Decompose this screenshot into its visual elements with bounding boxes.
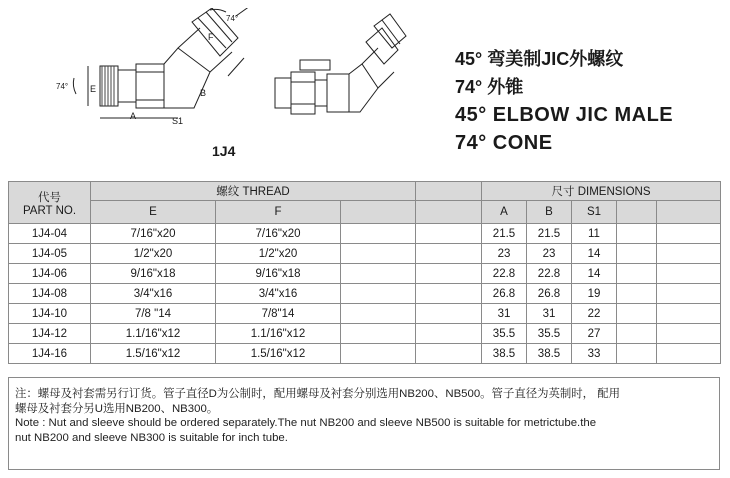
- cell-b: 26.8: [527, 284, 572, 304]
- thread-header: 螺纹 THREAD: [91, 182, 416, 201]
- title-line-cn-1: 45° 弯美制JIC外螺纹: [455, 49, 624, 69]
- cell-b: 22.8: [527, 264, 572, 284]
- dimensions-header: 尺寸 DIMENSIONS: [482, 182, 721, 201]
- col-b-header: B: [527, 201, 572, 224]
- cell-blank: [617, 324, 657, 344]
- col-a-header: A: [482, 201, 527, 224]
- cell-e: 1/2"x20: [91, 244, 216, 264]
- part-no-header-en: PART NO.: [22, 204, 77, 217]
- note-line-en-2: nut NB200 and sleeve NB300 is suitable for inch tube.: [15, 431, 288, 444]
- cell-s1: 11: [572, 224, 617, 244]
- col-f-header: F: [216, 201, 341, 224]
- cell-f: 7/8"14: [216, 304, 341, 324]
- title-line-en-1: 45° ELBOW JIC MALE: [455, 104, 674, 126]
- dim-label-a: A: [130, 111, 137, 121]
- cell-a: 31: [482, 304, 527, 324]
- cell-a: 23: [482, 244, 527, 264]
- note-line-en-1: Note : Nut and sleeve should be ordered separately.The nut NB200 and sleeve NB500 is suitable for metrictube.the: [15, 417, 597, 429]
- note-line-cn-2: 螺母及衬套分另U选用NB200、NB300。: [15, 402, 219, 415]
- cell-f: 1.1/16"x12: [216, 324, 341, 344]
- cell-blank: [416, 324, 482, 344]
- cell-e: 1.1/16"x12: [91, 324, 216, 344]
- col-s1-header: S1: [572, 201, 617, 224]
- fitting-drawing: [56, 8, 430, 133]
- table-header-row-2: [9, 201, 721, 224]
- cell-f: 1/2"x20: [216, 244, 341, 264]
- cell-a: 38.5: [482, 344, 527, 364]
- col-e-header: E: [91, 201, 216, 224]
- cell-blank: [341, 344, 416, 364]
- cell-blank: [341, 264, 416, 284]
- cell-blank: [617, 284, 657, 304]
- cell-part: 1J4-05: [9, 244, 91, 264]
- col-blank-header: [341, 201, 416, 224]
- header-spacer: [416, 182, 482, 201]
- cell-blank: [657, 324, 721, 344]
- cell-part: 1J4-04: [9, 224, 91, 244]
- cell-s1: 14: [572, 264, 617, 284]
- cell-s1: 27: [572, 324, 617, 344]
- cell-blank: [416, 244, 482, 264]
- title-line-cn-2: 74° 外锥: [455, 77, 524, 97]
- cell-blank: [416, 264, 482, 284]
- cell-blank: [617, 224, 657, 244]
- table-row: [9, 344, 721, 364]
- cell-b: 21.5: [527, 224, 572, 244]
- angle-label-top: 74°: [226, 14, 239, 23]
- table-row: [9, 304, 721, 324]
- dim-label-s1: S1: [172, 116, 184, 126]
- cell-blank: [617, 344, 657, 364]
- cell-b: 23: [527, 244, 572, 264]
- cell-e: 3/4"x16: [91, 284, 216, 304]
- cell-blank: [341, 244, 416, 264]
- cell-blank: [617, 264, 657, 284]
- cell-part: 1J4-06: [9, 264, 91, 284]
- cell-blank: [657, 264, 721, 284]
- cell-part: 1J4-16: [9, 344, 91, 364]
- table-row: [9, 244, 721, 264]
- part-code: 1J4: [212, 143, 236, 159]
- table-row: [9, 324, 721, 344]
- cell-f: 7/16"x20: [216, 224, 341, 244]
- cell-s1: 22: [572, 304, 617, 324]
- col-blank-header-2: [416, 201, 482, 224]
- note-line-cn-1: 注：螺母及衬套需另行订货。管子直径D为公制时，配用螺母及衬套分别选用NB200、NB500。管子直径为英制时， 配用: [15, 388, 621, 400]
- cell-f: 1.5/16"x12: [216, 344, 341, 364]
- col-blank-header-4: [657, 201, 721, 224]
- cell-a: 26.8: [482, 284, 527, 304]
- cell-s1: 14: [572, 244, 617, 264]
- cell-part: 1J4-10: [9, 304, 91, 324]
- cell-s1: 33: [572, 344, 617, 364]
- cell-blank: [341, 224, 416, 244]
- cell-blank: [617, 244, 657, 264]
- notes-box: [8, 377, 720, 470]
- cell-blank: [657, 244, 721, 264]
- col-blank-header-3: [617, 201, 657, 224]
- table-header-row-1: [9, 182, 721, 201]
- cell-b: 38.5: [527, 344, 572, 364]
- table-row: [9, 284, 721, 304]
- dim-label-b: B: [200, 88, 207, 98]
- cell-e: 7/8 "14: [91, 304, 216, 324]
- cell-blank: [657, 224, 721, 244]
- dim-label-e: E: [90, 84, 97, 94]
- cell-s1: 19: [572, 284, 617, 304]
- cell-e: 1.5/16"x12: [91, 344, 216, 364]
- dim-label-f: F: [208, 32, 214, 42]
- cell-blank: [341, 324, 416, 344]
- cell-part: 1J4-12: [9, 324, 91, 344]
- part-no-header: [9, 182, 91, 224]
- cell-a: 21.5: [482, 224, 527, 244]
- title-line-en-2: 74° CONE: [455, 132, 553, 154]
- cell-blank: [657, 304, 721, 324]
- cell-a: 22.8: [482, 264, 527, 284]
- cell-a: 35.5: [482, 324, 527, 344]
- cell-e: 7/16"x20: [91, 224, 216, 244]
- cell-blank: [657, 344, 721, 364]
- cell-blank: [416, 284, 482, 304]
- cell-part: 1J4-08: [9, 284, 91, 304]
- cell-blank: [617, 304, 657, 324]
- cell-blank: [416, 224, 482, 244]
- cell-f: 3/4"x16: [216, 284, 341, 304]
- angle-label-left: 74°: [56, 82, 69, 91]
- spec-table: [8, 181, 721, 364]
- part-no-header-cn: 代号: [38, 191, 61, 204]
- cell-blank: [416, 344, 482, 364]
- cell-blank: [416, 304, 482, 324]
- table-row: [9, 264, 721, 284]
- cell-blank: [657, 284, 721, 304]
- product-title-block: [455, 45, 673, 157]
- cell-b: 31: [527, 304, 572, 324]
- cell-blank: [341, 304, 416, 324]
- table-row: [9, 224, 721, 244]
- cell-b: 35.5: [527, 324, 572, 344]
- cell-e: 9/16"x18: [91, 264, 216, 284]
- cell-blank: [341, 284, 416, 304]
- cell-f: 9/16"x18: [216, 264, 341, 284]
- elbow-technical-drawing: [60, 8, 430, 133]
